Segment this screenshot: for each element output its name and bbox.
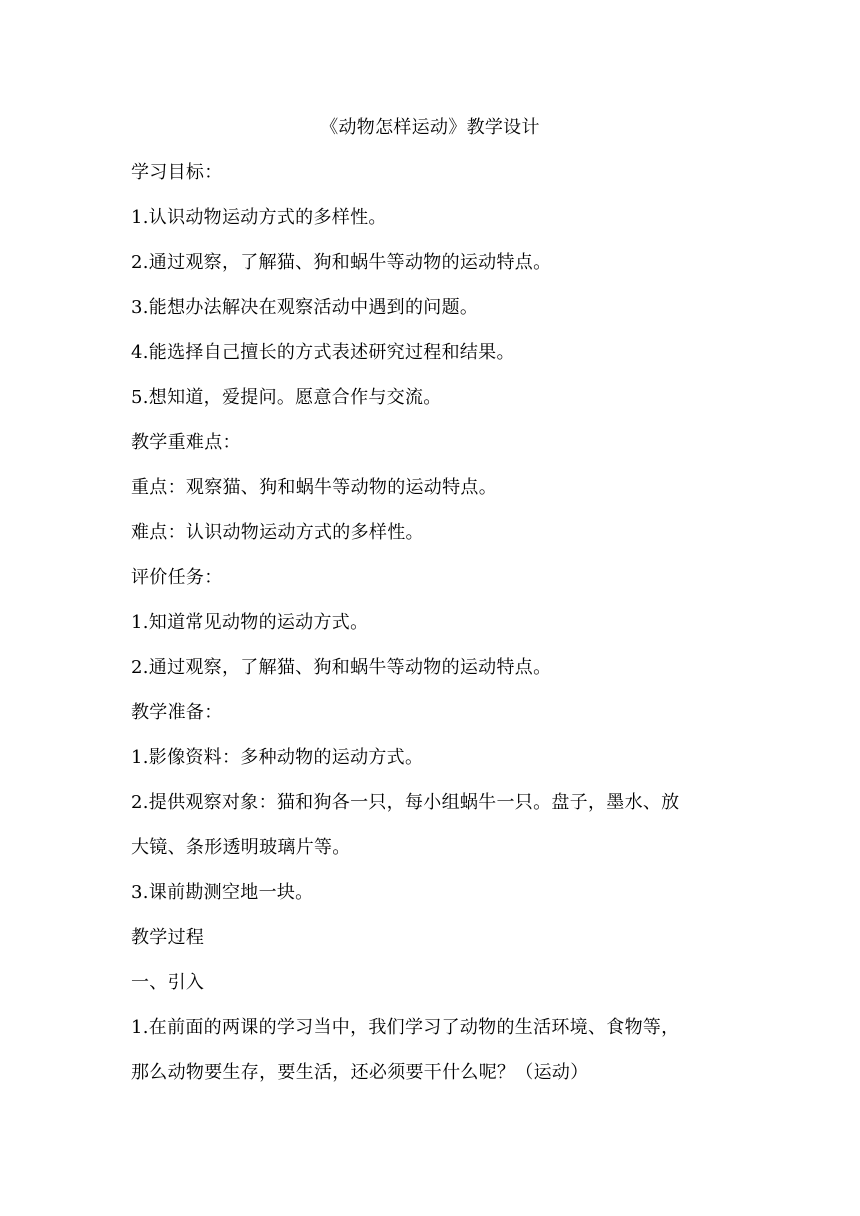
document-title: 《动物怎样运动》教学设计 (320, 117, 540, 138)
subheading-introduction: 一、引入 (131, 972, 205, 993)
paragraph-line: 1.认识动物运动方式的多样性。 (131, 207, 387, 228)
paragraph-line: 5.想知道，爱提问。愿意合作与交流。 (131, 387, 442, 408)
section-heading-process: 教学过程 (131, 927, 205, 948)
paragraph-line: 3.能想办法解决在观察活动中遇到的问题。 (131, 297, 479, 318)
paragraph-line: 2.通过观察，了解猫、狗和蜗牛等动物的运动特点。 (131, 657, 552, 678)
paragraph-line: 4.能选择自己擅长的方式表述研究过程和结果。 (131, 342, 515, 363)
paragraph-line: 那么动物要生存，要生活，还必须要干什么呢？（运动） (131, 1062, 589, 1083)
paragraph-line: 2.通过观察，了解猫、狗和蜗牛等动物的运动特点。 (131, 252, 552, 273)
paragraph-line: 1.在前面的两课的学习当中，我们学习了动物的生活环境、食物等， (131, 1017, 680, 1038)
paragraph-line: 1.知道常见动物的运动方式。 (131, 612, 369, 633)
section-heading-preparation: 教学准备： (131, 702, 223, 723)
paragraph-line: 3.课前勘测空地一块。 (131, 882, 314, 903)
paragraph-line: 大镜、条形透明玻璃片等。 (131, 837, 351, 858)
paragraph-line: 1.影像资料：多种动物的运动方式。 (131, 747, 424, 768)
paragraph-line: 重点：观察猫、狗和蜗牛等动物的运动特点。 (131, 477, 497, 498)
section-heading-key-points: 教学重难点： (131, 432, 241, 453)
section-heading-evaluation: 评价任务： (131, 567, 223, 588)
section-heading-objectives: 学习目标： (131, 162, 223, 183)
paragraph-line: 2.提供观察对象：猫和狗各一只，每小组蜗牛一只。盘子，墨水、放 (131, 792, 680, 813)
paragraph-line: 难点：认识动物运动方式的多样性。 (131, 522, 424, 543)
